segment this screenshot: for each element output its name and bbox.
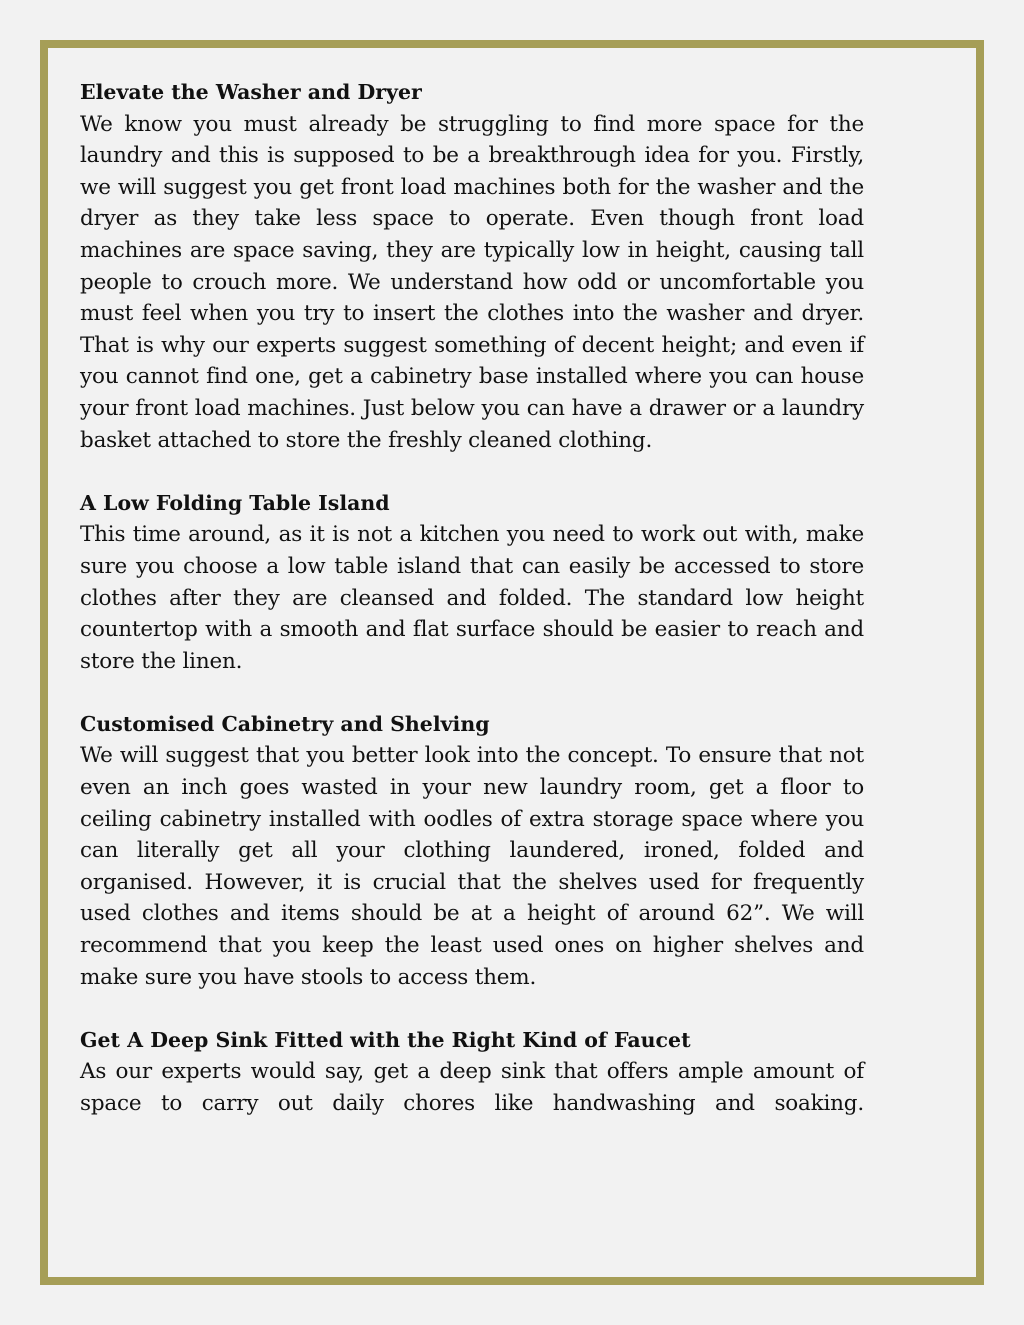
section-heading: Elevate the Washer and Dryer — [80, 80, 422, 104]
section-heading: Customised Cabinetry and Shelving — [80, 711, 490, 736]
section-paragraph: We will suggest that you better look into the concept. To ensure that not even an inch goes wasted in your new laundry room, get a floor to ceiling cabinetry installed with oodles of extra storage space where you can literally get all your clothing laundered, ironed, folded and organised. However, it is crucial that the shelves used for frequently used clothes and items should be at a height of around 62”. We will recommend that you keep the least used ones on higher shelves and make sure you have stools to access them. — [80, 743, 864, 990]
section-paragraph: As our experts would say, get a deep sink that offers ample amount of space to carry out daily chores like handwashing and soaking. — [80, 1059, 864, 1116]
section-customised-cabinetry — [80, 709, 864, 993]
section-low-folding-table — [80, 488, 864, 678]
document-content — [80, 77, 864, 1151]
section-paragraph: We know you must already be struggling to find more space for the laundry and this is supposed to be a breakthrough idea for you. Firstly, we will suggest you get front load machines both for the washer and the dryer as they take less space to operate. Even though front load machines are space saving, they are typically low in height, causing tall people to crouch more. We understand how odd or uncomfortable you must feel when you try to insert the clothes into the washer and dryer. That is why our experts suggest something of decent height; and even if you cannot find one, get a cabinetry base installed where you can house your front load machines. Just below you can have a drawer or a laundry basket attached to store the freshly cleaned clothing. — [80, 111, 864, 453]
section-heading: Get A Deep Sink Fitted with the Right Kind of Faucet — [80, 1027, 691, 1052]
section-deep-sink — [80, 1025, 864, 1120]
section-heading: A Low Folding Table Island — [80, 490, 390, 515]
section-elevate-washer-dryer — [80, 77, 864, 456]
section-paragraph: This time around, as it is not a kitchen you need to work out with, make sure you choose a low table island that can easily be accessed to store clothes after they are cleansed and folded. The standard low height countertop with a smooth and flat surface should be easier to reach and store the linen. — [80, 522, 864, 674]
